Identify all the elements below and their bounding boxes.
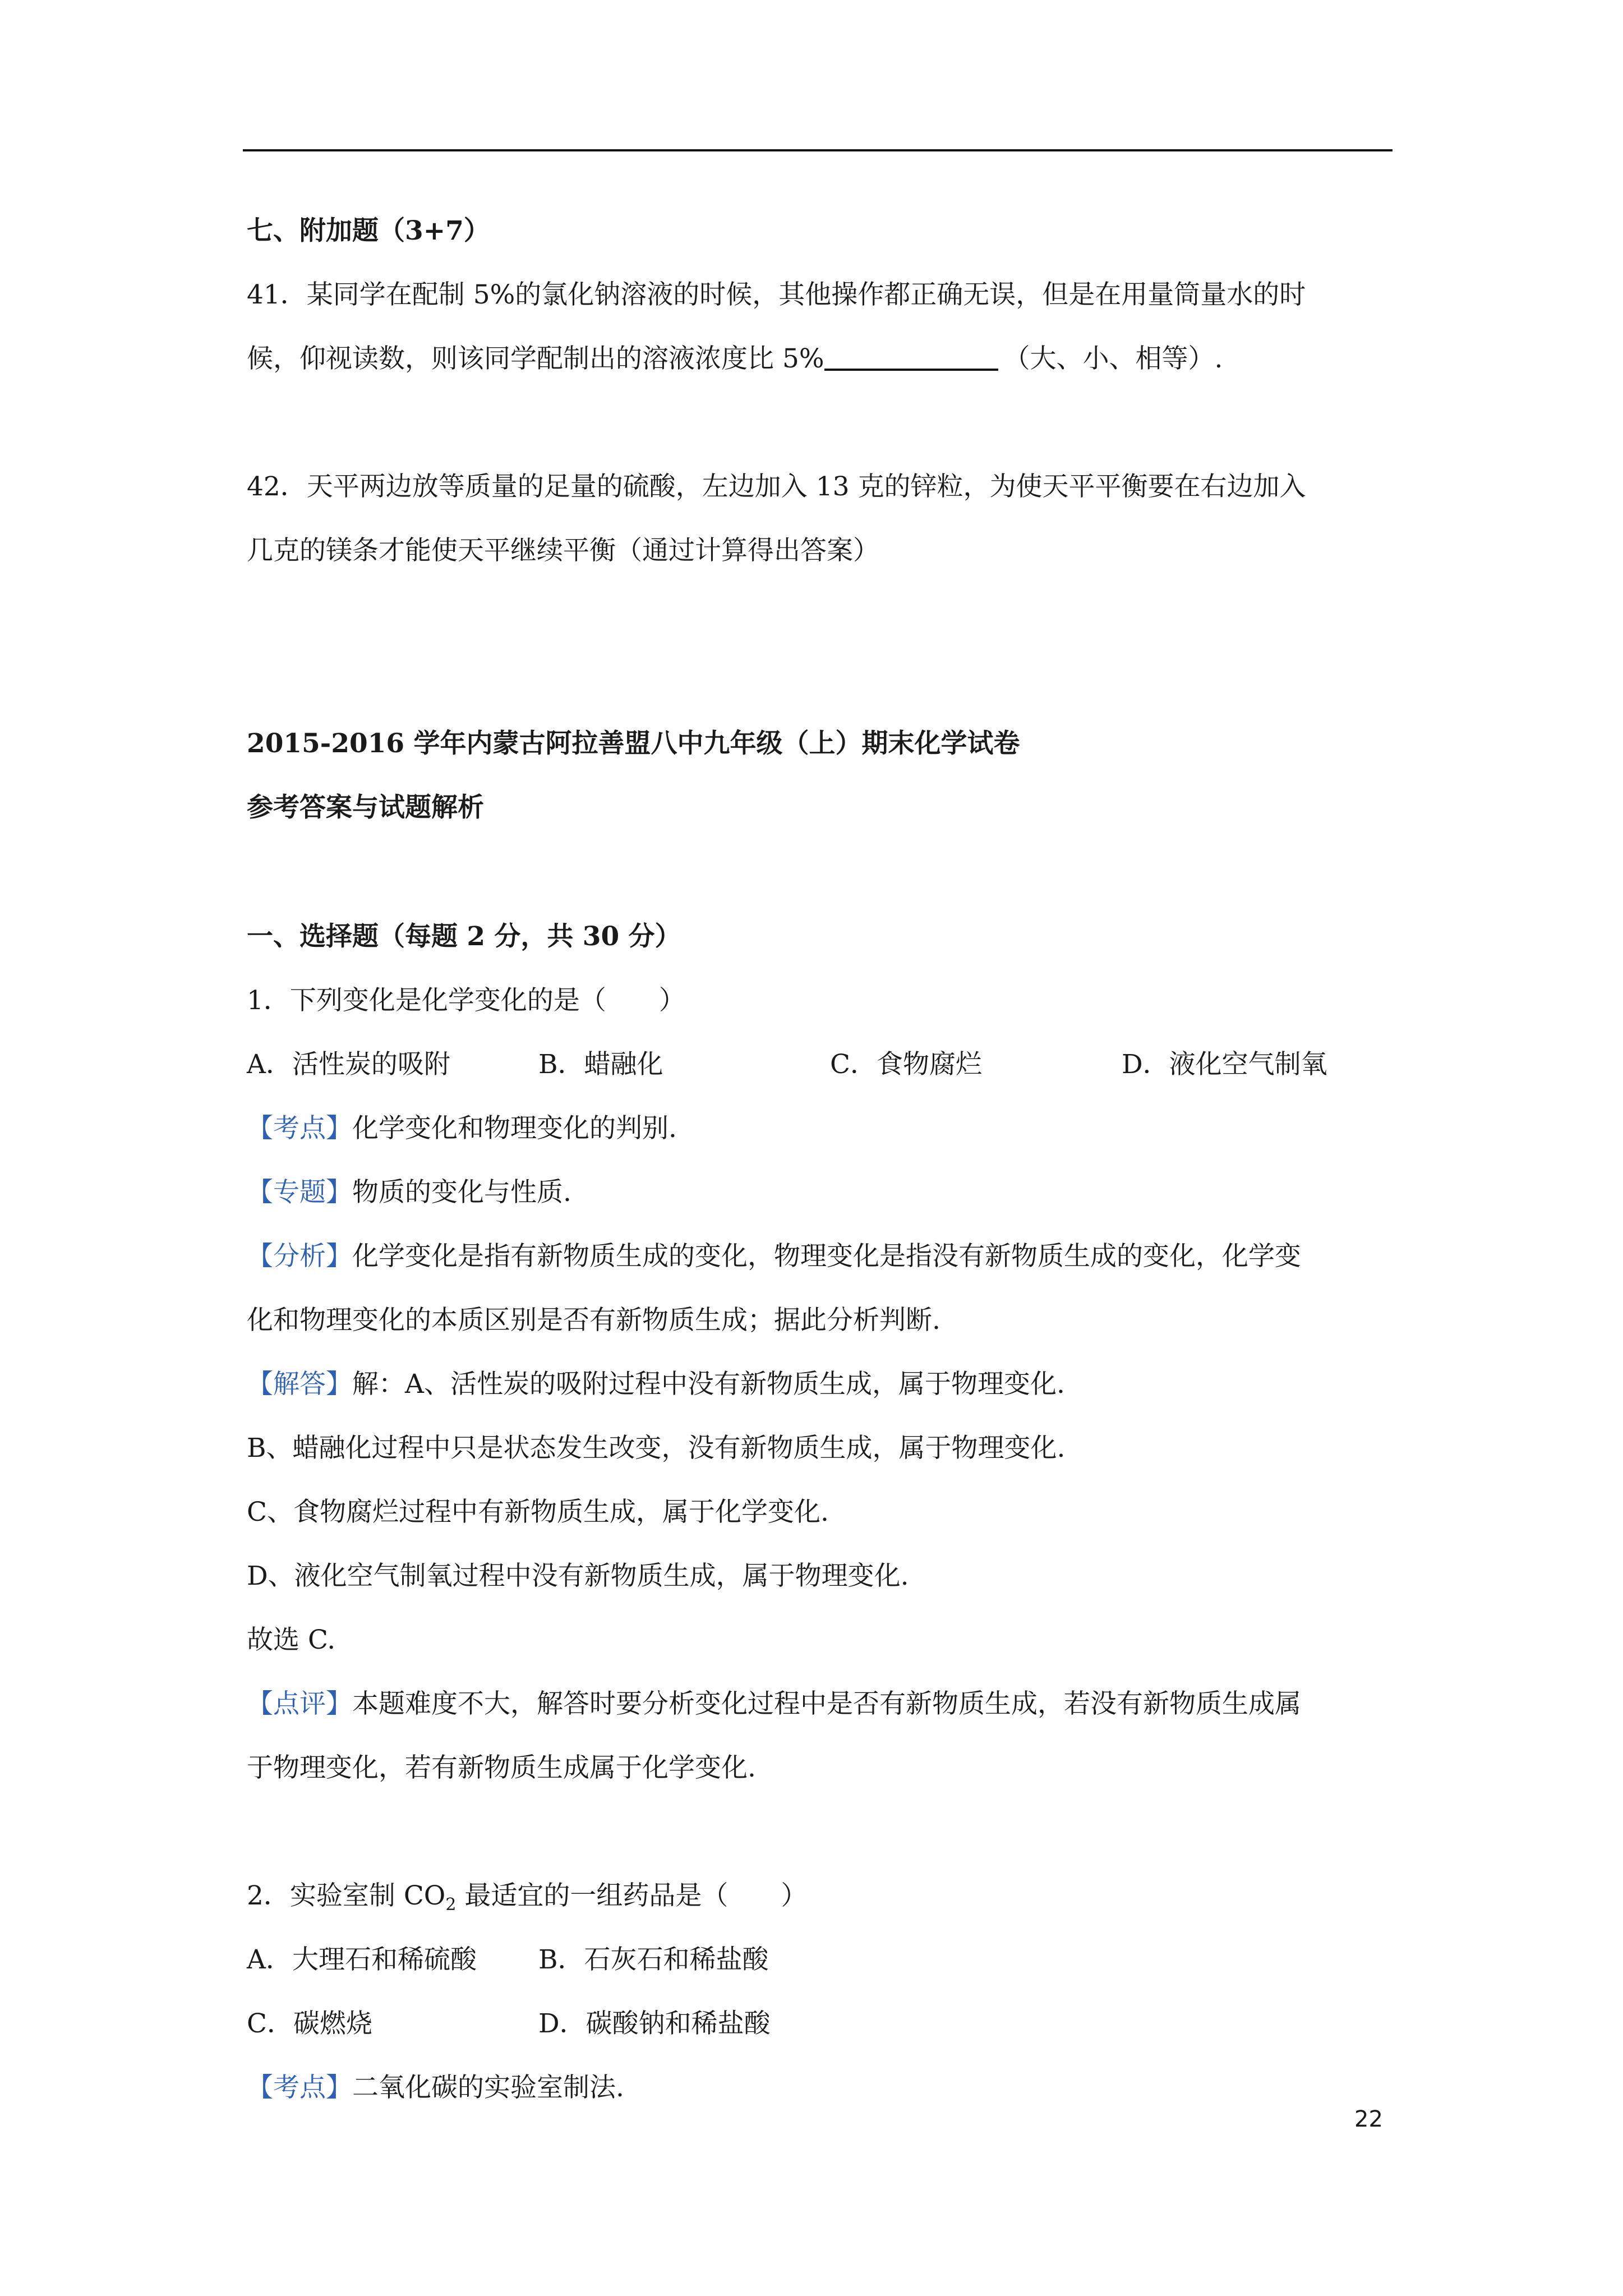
header-rule xyxy=(243,149,1393,151)
q1-jieda-line2: B、蜡融化过程中只是状态发生改变，没有新物质生成，属于物理变化. xyxy=(247,1433,1066,1464)
q1-dianping-line1 xyxy=(247,1687,1387,1721)
section-1-title: 一、选择题（每题 2 分，共 30 分） xyxy=(247,921,681,952)
q1-zhuanti xyxy=(247,1176,1387,1209)
q42-line2: 几克的镁条才能使天平继续平衡（通过计算得出答案） xyxy=(247,535,879,566)
q1-option-a: A．活性炭的吸附 xyxy=(247,1049,450,1080)
q1-option-d: D．液化空气制氧 xyxy=(1122,1049,1327,1080)
kaodian-tag: 【考点】 xyxy=(247,1113,352,1144)
q1-option-b: B．蜡融化 xyxy=(538,1049,663,1080)
q2-kaodian xyxy=(247,2071,1387,2105)
answers-subtitle: 参考答案与试题解析 xyxy=(247,792,484,823)
q2-option-a: A．大理石和稀硫酸 xyxy=(247,1944,477,1975)
section-7-title: 七、附加题（3+7） xyxy=(247,215,490,246)
fenxi-tag: 【分析】 xyxy=(247,1241,352,1272)
page-number: 22 xyxy=(1354,2106,1383,2132)
q2-stem-subscript: 2 xyxy=(445,1895,457,1915)
q2-option-b: B．石灰石和稀盐酸 xyxy=(538,1944,769,1975)
dianping-text: 本题难度不大，解答时要分析变化过程中是否有新物质生成，若没有新物质生成属 xyxy=(352,1688,1301,1719)
q1-jieda-line4: D、液化空气制氧过程中没有新物质生成，属于物理变化. xyxy=(247,1561,909,1591)
q1-dianping-line2: 于物理变化，若有新物质生成属于化学变化. xyxy=(247,1752,756,1783)
q1-fenxi-line1 xyxy=(247,1240,1387,1273)
q1-answer: 故选 C. xyxy=(247,1625,336,1655)
q41-line2-before: 候，仰视读数，则该同学配制出的溶液浓度比 5% xyxy=(247,343,824,374)
answers-title: 2015-2016 学年内蒙古阿拉善盟八中九年级（上）期末化学试卷 xyxy=(247,728,1020,759)
jieda-text: 解：A、活性炭的吸附过程中没有新物质生成，属于物理变化. xyxy=(352,1369,1065,1400)
q41-line2-after: （大、小、相等）. xyxy=(1003,343,1223,374)
jieda-tag: 【解答】 xyxy=(247,1369,352,1400)
q2-stem xyxy=(247,1879,1387,1922)
q2-stem-after: 最适宜的一组药品是（ ） xyxy=(456,1880,808,1911)
q2-kaodian-tag: 【考点】 xyxy=(247,2072,352,2103)
q2-option-c: C．碳燃烧 xyxy=(247,2008,372,2039)
zhuanti-tag: 【专题】 xyxy=(247,1177,352,1208)
q2-stem-before: 2．实验室制 CO xyxy=(247,1880,446,1911)
q1-fenxi-line2: 化和物理变化的本质区别是否有新物质生成；据此分析判断. xyxy=(247,1305,940,1336)
fenxi-text: 化学变化是指有新物质生成的变化，物理变化是指没有新物质生成的变化，化学变 xyxy=(352,1241,1301,1272)
q41-answer-blank xyxy=(824,346,998,371)
zhuanti-text: 物质的变化与性质. xyxy=(352,1177,571,1208)
q1-jieda-line1 xyxy=(247,1368,1387,1401)
q41-line1: 41．某同学在配制 5%的氯化钠溶液的时候，其他操作都正确无误，但是在用量筒量水的时 xyxy=(247,279,1306,310)
q1-option-c: C．食物腐烂 xyxy=(830,1049,982,1080)
dianping-tag: 【点评】 xyxy=(247,1688,352,1719)
q1-jieda-line3: C、食物腐烂过程中有新物质生成，属于化学变化. xyxy=(247,1497,829,1527)
q42-line1: 42．天平两边放等质量的足量的硫酸，左边加入 13 克的锌粒，为使天平平衡要在右边加入 xyxy=(247,471,1306,502)
q1-kaodian xyxy=(247,1112,1387,1145)
q2-option-d: D．碳酸钠和稀盐酸 xyxy=(538,2008,771,2039)
q1-stem: 1．下列变化是化学变化的是（ ） xyxy=(247,985,685,1016)
kaodian-text: 化学变化和物理变化的判别. xyxy=(352,1113,677,1144)
q2-kaodian-text: 二氧化碳的实验室制法. xyxy=(352,2072,624,2103)
q41-line2 xyxy=(247,342,1387,376)
